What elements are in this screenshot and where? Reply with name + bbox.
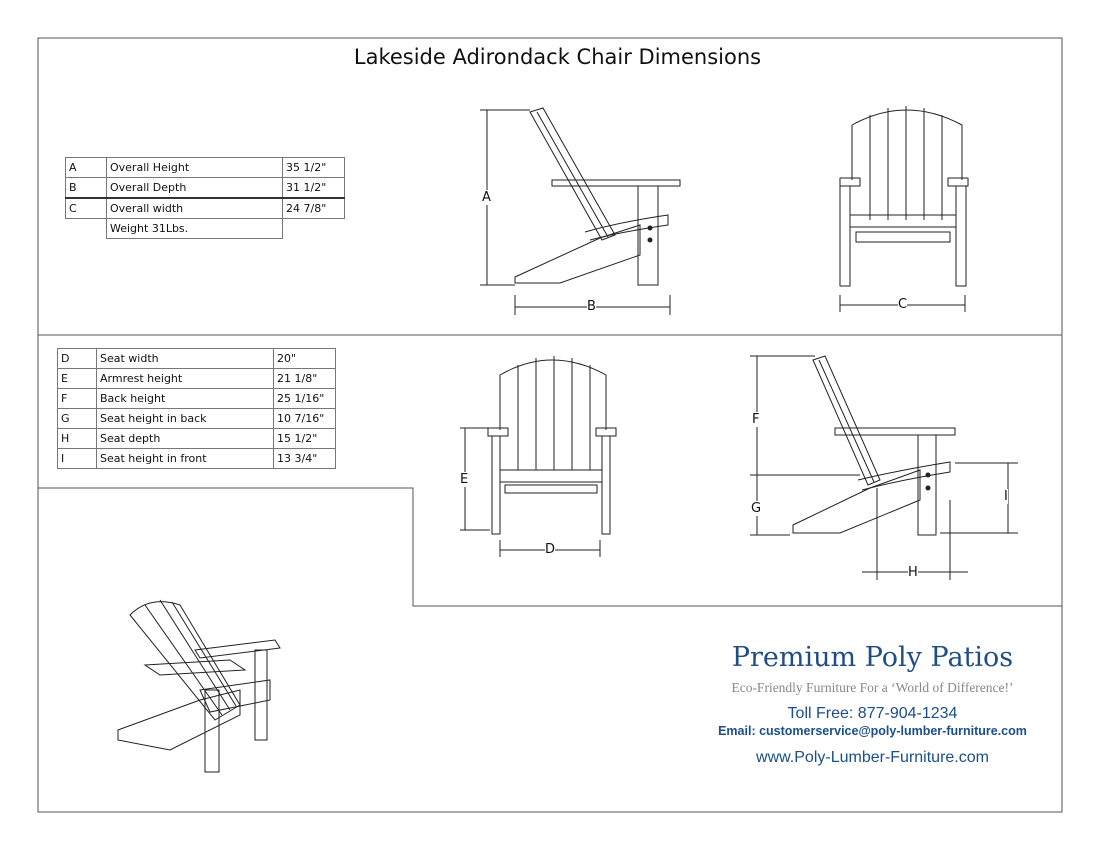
dim-key: B — [66, 178, 107, 199]
dimension-label-d: D — [545, 542, 556, 557]
dim-value: 31 1/2" — [283, 178, 345, 199]
brand-tagline: Eco-Friendly Furniture For a ‘World of Difference!’ — [731, 680, 1014, 695]
table-row — [58, 429, 336, 449]
dim-label: Overall Height — [107, 158, 283, 178]
table-row — [66, 219, 345, 239]
table-row — [58, 389, 336, 409]
dim-key: A — [66, 158, 107, 178]
dim-value: 21 1/8" — [274, 369, 336, 389]
brand-name: Premium Poly Patios — [731, 642, 1014, 673]
table-row — [58, 409, 336, 429]
dim-label: Seat depth — [97, 429, 274, 449]
dimension-label-h: H — [908, 565, 918, 580]
dim-value: 25 1/16" — [274, 389, 336, 409]
weight-label: Weight 31Lbs. — [107, 219, 283, 239]
dim-key: F — [58, 389, 97, 409]
dim-label: Seat height in back — [97, 409, 274, 429]
chair-side-view-lower — [750, 356, 1018, 580]
dimension-label-i: I — [1004, 489, 1008, 504]
chair-front-view-lower — [460, 356, 616, 557]
dim-label: Overall Depth — [107, 178, 283, 199]
dim-value: 15 1/2" — [274, 429, 336, 449]
dim-key: I — [58, 449, 97, 469]
dimension-label-e: E — [460, 472, 469, 487]
dimension-label-a: A — [482, 190, 491, 205]
table-row — [66, 158, 345, 178]
dim-label: Back height — [97, 389, 274, 409]
dim-value: 13 3/4" — [274, 449, 336, 469]
dimension-label-f: F — [752, 412, 760, 427]
page-title: Lakeside Adirondack Chair Dimensions — [353, 45, 762, 69]
dim-value: 24 7/8" — [283, 198, 345, 219]
dim-key: C — [66, 198, 107, 219]
table-row — [66, 198, 345, 219]
dim-key: D — [58, 349, 97, 369]
dimension-label-g: G — [751, 501, 762, 516]
dim-label: Overall width — [107, 198, 283, 219]
dim-key: H — [58, 429, 97, 449]
dim-value: 20" — [274, 349, 336, 369]
chair-isometric-view — [118, 600, 280, 772]
overall-dimensions-table — [65, 157, 345, 239]
dimension-label-c: C — [898, 297, 908, 312]
toll-free-phone: Toll Free: 877-904-1234 — [787, 705, 958, 722]
chair-front-view — [840, 106, 968, 312]
dim-label: Armrest height — [97, 369, 274, 389]
dim-value: 10 7/16" — [274, 409, 336, 429]
table-row — [58, 349, 336, 369]
contact-email: Email: customerservice@poly-lumber-furniture.com — [718, 724, 1027, 738]
dim-label: Seat height in front — [97, 449, 274, 469]
dim-key: G — [58, 409, 97, 429]
dim-key: E — [58, 369, 97, 389]
detail-dimensions-table — [57, 348, 336, 469]
table-row — [58, 369, 336, 389]
website-link: www.Poly-Lumber-Furniture.com — [756, 749, 989, 766]
dim-label: Seat width — [97, 349, 274, 369]
dim-value: 35 1/2" — [283, 158, 345, 178]
dimension-label-b: B — [587, 299, 596, 314]
table-row — [58, 449, 336, 469]
table-row — [66, 178, 345, 199]
chair-side-view — [480, 108, 680, 315]
